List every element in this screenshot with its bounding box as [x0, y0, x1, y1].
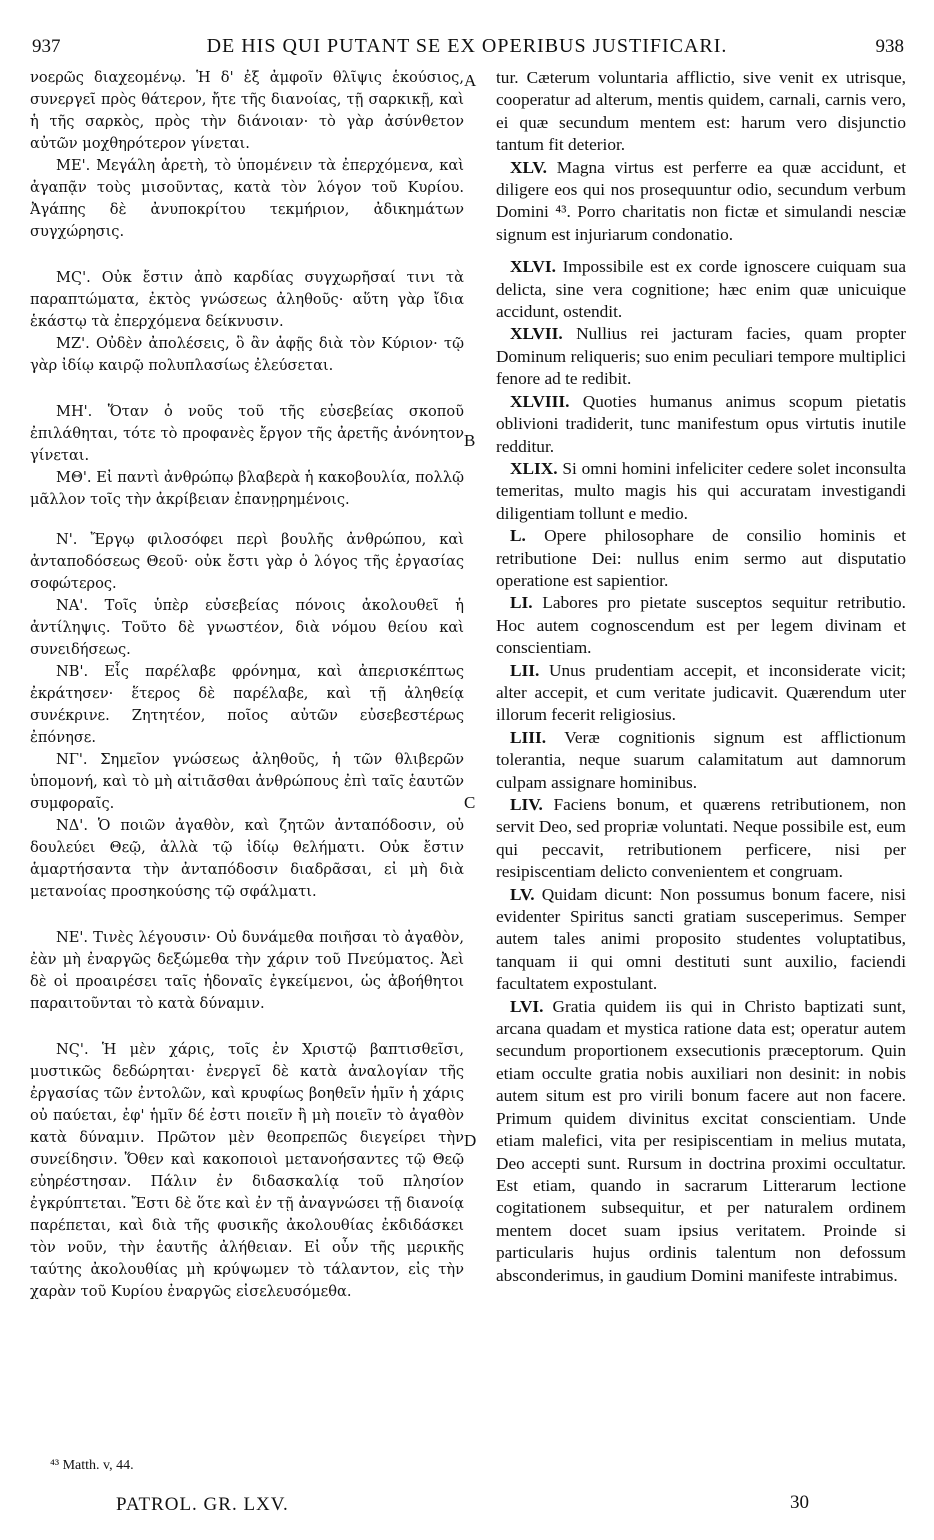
- section-number: XLVII.: [510, 324, 563, 344]
- greek-paragraph: ΜΕ'. Μεγάλη ἀρετὴ, τὸ ὑπομένειν τὰ ἐπερχόμενα, καὶ ἀγαπᾷν τοὺς μισοῦντας, κατὰ τὸν λόγον τοῦ Κυρίου. Ἀγάπης δὲ ἀνυποκρίτου τεκμήριον, ἀδικημάτων συγχώρησις.: [30, 157, 464, 240]
- latin-text: Labores pro pietate susceptos sequitur retributio. Hoc autem cognoscendum est per legem divinam et conscientiam.: [496, 593, 906, 658]
- margin-letter-c: C: [464, 793, 476, 812]
- greek-paragraph: ΝΓ'. Σημεῖον γνώσεως ἀληθοῦς, ἡ τῶν θλιβερῶν ὑπομονή, καὶ τὸ μὴ αἰτιᾶσθαι ἀνθρώπους ἐπὶ ταῖς ἑαυτῶν συμφοραῖς.: [30, 751, 464, 812]
- greek-paragraph: ΝΕ'. Τινὲς λέγουσιν· Οὐ δυνάμεθα ποιῆσαι τὸ ἀγαθὸν, ἐὰν μὴ ἐναργῶς δεξώμεθα τὴν χάριν τοῦ Πνεύματος. Ἀεὶ δὲ οἱ προαιρέσει ταῖς ἡδοναῖς ἐγκείμενοι, ὡς ἀβοήθητοι παραιτοῦνται τὸ κατὰ δύναμιν.: [30, 929, 464, 1012]
- greek-paragraph: ΝϚ'. Ἡ μὲν χάρις, τοῖς ἐν Χριστῷ βαπτισθεῖσι, μυστικῶς δεδώρηται· ἐνεργεῖ δὲ κατὰ ἀναλογίαν τῆς ἐργασίας τῶν ἐντολῶν, καὶ κρυφίως βοηθεῖν ἡμῖν ἡ χάρις οὐ παύεται, ἐφ' ἡμῖν δέ ἐστι ποιεῖν ἢ μὴ ποιεῖν τὸ ἀγαθὸν κατὰ δύναμιν. Πρῶτον μὲν θεοπρεπῶς διεγείρει τὴν συνείδησιν. Ὅθεν καὶ κακοποιοὶ μετανοήσαντες τῷ Θεῷ εὐηρέστησαν. Πάλιν ἐν διδασκαλίᾳ τοῦ πλησίον ἐγκρύπτεται. Ἔστι δὲ ὅτε καὶ ἐν τῇ ἀναγνώσει τῇ διανοίᾳ παρέπεται, καὶ διὰ τῆς φυσικῆς ἀκολουθίας ἐκδιδάσκει τὸν νοῦν, τὴν ἑαυτῆς ἀλήθειαν. Εἰ οὖν τῆς μερικῆς ταύτης ἀκολουθίας μὴ κρύψωμεν τὸ τάλαντον, εἰς τὴν χαρὰν τοῦ Κυρίου ἐναργῶς εἰσελευσόμεθα.: [30, 1041, 464, 1300]
- section-number: XLVI.: [510, 257, 556, 277]
- latin-paragraph: [496, 660, 906, 727]
- section-number: XLVIII.: [510, 391, 570, 411]
- section-number: LV.: [510, 884, 535, 904]
- greek-paragraph: ΜΖ'. Οὐδὲν ἀπολέσεις, ὃ ἂν ἀφῇς διὰ τὸν Κύριον· τῷ γὰρ ἰδίῳ καιρῷ πολυπλασίως ἐλεύσεται.: [30, 335, 464, 374]
- source-signature: PATROL. GR. LXV.: [116, 1494, 289, 1515]
- greek-paragraph: ΜΗ'. Ὅταν ὁ νοῦς τοῦ τῆς εὐσεβείας σκοποῦ ἐπιλάθηται, τότε τὸ προφανὲς ἔργον τῆς ἀρετῆς ἀνόνητον γίνεται.: [30, 403, 464, 464]
- gathering-number: 30: [790, 1492, 809, 1513]
- greek-paragraph: ΝΔ'. Ὁ ποιῶν ἀγαθὸν, καὶ ζητῶν ἀνταπόδοσιν, οὐ δουλεύει Θεῷ, ἀλλὰ τῷ ἰδίῳ θελήματι. Οὐκ ἔστιν ἁμαρτήσαντα τὴν ἀνταπόδοσιν διαδρᾶσαι, εἰ μὴ διὰ μετανοίας προσηκούσης τῷ σφάλματι.: [30, 817, 464, 900]
- latin-paragraph: [496, 391, 906, 458]
- latin-paragraph: [496, 592, 906, 659]
- greek-paragraph: ΜϚ'. Οὐκ ἔστιν ἀπὸ καρδίας συγχωρῆσαί τινι τὰ παραπτώματα, ἐκτὸς γνώσεως ἀληθοῦς· αὕτη γὰρ ἴδια ἑκάστῳ τὰ ἐπερχόμενα δείκνυσιν.: [30, 269, 464, 330]
- latin-paragraph: [496, 157, 906, 247]
- latin-paragraph: [496, 996, 906, 1287]
- latin-text: Nullius rei jacturam facies, quam propter Dominum reliqueris; suo enim peculiari tempore multiplici fenore ad te redibit.: [496, 324, 906, 389]
- latin-text: Quoties humanus animus scopum pietatis oblivioni tradiderit, tunc manifestum opus virtutis inutile redditur.: [496, 391, 906, 456]
- running-header: [0, 34, 934, 64]
- latin-paragraph: [496, 256, 906, 323]
- greek-paragraph: ΝΒ'. Εἷς παρέλαβε φρόνημα, καὶ ἀπερισκέπτως ἐκράτησεν· ἕτερος δὲ παρέλαβε, καὶ τῇ ἀληθείᾳ συνέκρινε. Ζητητέον, ποῖος αὐτῶν εὐσεβεστέρως ἐπόνησε.: [30, 663, 464, 746]
- footnote: ⁴³ Matth. v, 44.: [50, 1458, 134, 1473]
- latin-text: Faciens bonum, et quærens retributionem, non servit Deo, sed propriæ voluntati. Neque possibile est, eum qui peccavit, retributionem perficere, nisi per resipiscentiam delicto convenientem et congruam.: [496, 795, 906, 882]
- section-number: LI.: [510, 593, 533, 613]
- latin-paragraph: [496, 458, 906, 525]
- section-number: LVI.: [510, 996, 544, 1016]
- section-number: LIV.: [510, 795, 543, 814]
- greek-paragraph: ΜΘ'. Εἰ παντὶ ἀνθρώπῳ βλαβερὰ ἡ κακοβουλία, πολλῷ μᾶλλον τοῖς τὴν ἀκρίβειαν ἐπανῃρημένοις.: [30, 469, 464, 508]
- latin-text: Si omni homini infeliciter cedere solet inconsulta temeritas, multo magis his qui accuratam investigandi diligentiam tollunt e medio.: [496, 458, 906, 523]
- margin-letter-a: A: [464, 71, 477, 90]
- greek-paragraph: νοερῶς διαχεομένῳ. Ἡ δ' ἐξ ἀμφοῖν θλῖψις ἑκούσιος, συνεργεῖ πρὸς θάτερον, ἤτε τῆς διανοίας, τῇ σαρκικῇ, καὶ ἡ τῆς σαρκὸς, πρὸς τὴν διάνοιαν· τὸ γὰρ ἀσύνθετον αὐτῶν μοχθηρότερον γίνεται.: [30, 69, 464, 152]
- margin-letter-b: B: [464, 431, 476, 450]
- page-number-right: 938: [875, 36, 904, 57]
- latin-paragraph: [496, 323, 906, 390]
- latin-text: Magna virtus est perferre ea quæ accidunt, et diligere eos qui nos prosequuntur odio, secundum verbum Domini ⁴³. Porro charitatis non fictæ et simulandi nesciæ signum est injuriarum condonatio.: [496, 157, 906, 244]
- greek-paragraph: Ν'. Ἔργῳ φιλοσόφει περὶ βουλῆς ἀνθρώπου, καὶ ἀνταποδόσεως Θεοῦ· οὐκ ἔστι γὰρ ὁ λόγος τῆς ἐργασίας σοφώτερος.: [30, 531, 464, 592]
- latin-column: [496, 67, 906, 1447]
- running-title: DE HIS QUI PUTANT SE EX OPERIBUS JUSTIFICARI.: [206, 35, 728, 57]
- latin-text: Veræ cognitionis signum est afflictionum tolerantia, neque suarum calamitatum aut damnorum culpam assignare hominibus.: [496, 727, 906, 792]
- greek-column: [30, 67, 464, 1447]
- latin-text: Quidam dicunt: Non possumus bonum facere, nisi evidenter Spiritus sancti gratiam susceperimus. Semper autem tales animi proposito studentes voluptatibus, tanquam ii qui omni destituti sunt auxilio, faciendi facultatem expostulant.: [496, 884, 906, 994]
- latin-text: Opere philosophare de consilio hominis et retributione Dei: nullus enim sermo aut disputatio operatione est sapientior.: [496, 526, 906, 590]
- section-number: XLIX.: [510, 458, 558, 478]
- section-number: L.: [510, 526, 526, 546]
- section-number: LIII.: [510, 727, 547, 747]
- latin-paragraph: [496, 794, 906, 884]
- margin-letters: [462, 67, 484, 1447]
- page-number-left: 937: [32, 36, 61, 57]
- section-number: XLV.: [510, 157, 547, 177]
- latin-text: tur. Cæterum voluntaria afflictio, sive venit ex utrisque, cooperatur ad alterum, mentis quidem, carnali, carnis vero, ei quæ secundum mentem est: harum vero disjunctio tantum fit deterior.: [496, 68, 906, 155]
- latin-text: Unus prudentiam accepit, et inconsiderate vicit; alter accepit, et cum veritate judicavit. Quærendum uter illorum fecerit religiosius.: [496, 660, 906, 725]
- latin-paragraph: [496, 884, 906, 996]
- latin-paragraph: [496, 525, 906, 592]
- latin-text: Gratia quidem iis qui in Christo baptizati sunt, arcana quadam et mystica ratione data est; operatur autem secundum proportionem exsecutionis præceptorum. Quin etiam occulte gratia nobis auxiliari non desinit: in nobis autem situm est pro virili bonum facere aut non facere. Primum quidem divinitus excitat conscientiam. Unde etiam malefici, vita per resipiscentiam in melius mutata, Deo accepti sunt. Rursum in doctrina proximi occultatur. Est etiam, quando in sacrarum Litterarum lectione cogitationem subsequitur, et per naturalem ordinem mentem docet suam ipsius veritatem. Proinde si particularis hujus ordinis talentum non defossum absconderimus, in gaudium Domini manifeste intrabimus.: [496, 996, 906, 1285]
- latin-paragraph: [496, 727, 906, 794]
- margin-letter-d: D: [464, 1131, 477, 1150]
- greek-paragraph: ΝΑ'. Τοῖς ὑπὲρ εὐσεβείας πόνοις ἀκολουθεῖ ἡ ἀντίληψις. Τοῦτο δὲ γνωστέον, διὰ νόμου θείου καὶ συνειδήσεως.: [30, 597, 464, 658]
- latin-text: Impossibile est ex corde ignoscere cuiquam sua delicta, sine vera cognitione; hæc enim quæ unicuique accidunt, ostendit.: [496, 257, 906, 322]
- section-number: LII.: [510, 660, 540, 680]
- latin-paragraph: [496, 67, 906, 157]
